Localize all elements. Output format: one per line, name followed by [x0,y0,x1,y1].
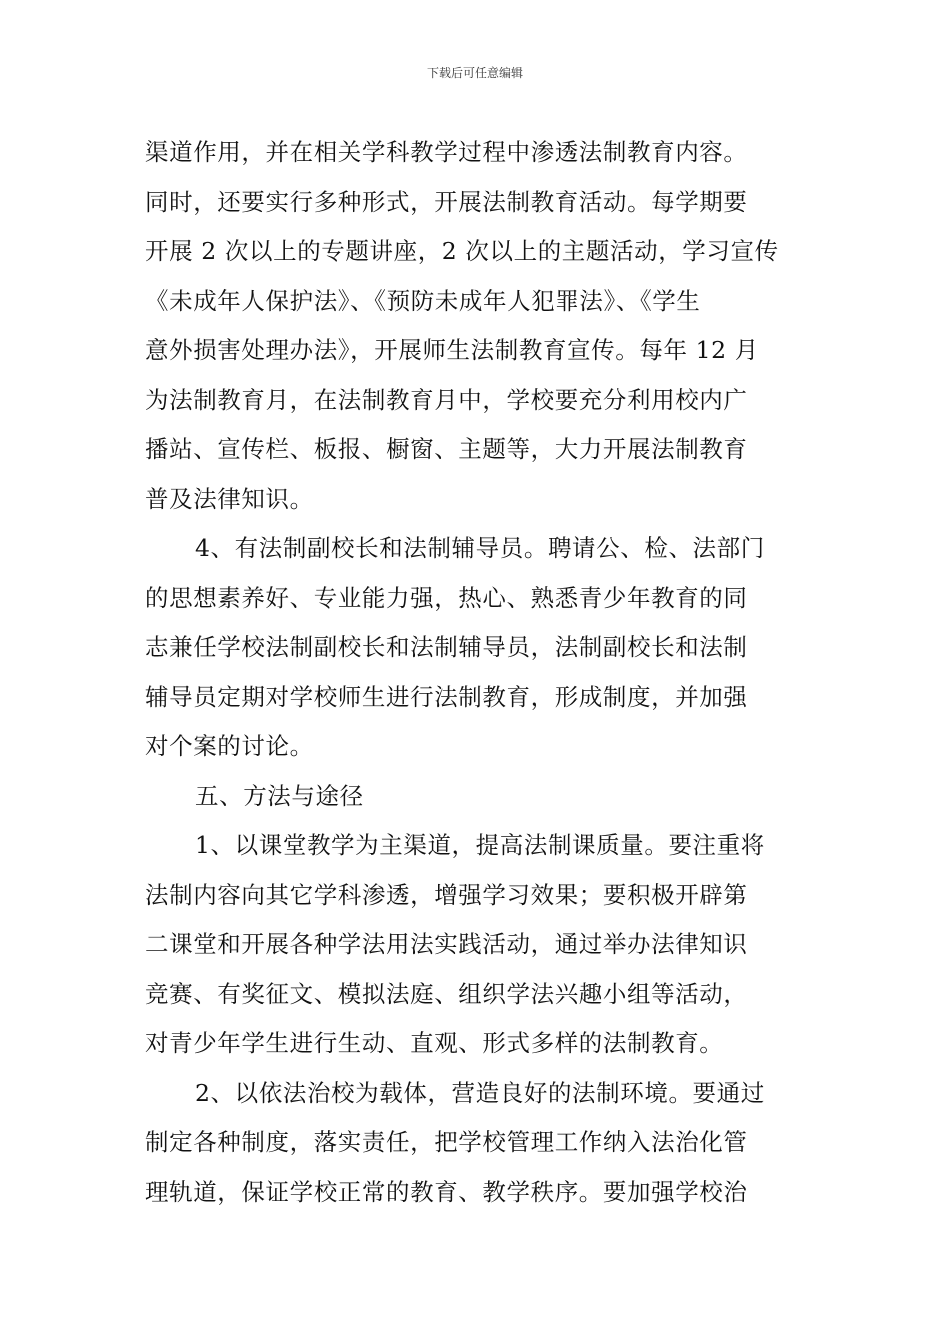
text-line: 普及法律知识。 [145,484,314,513]
text-line: 播站、宣传栏、板报、橱窗、主题等，大力开展法制教育 [145,435,748,463]
text-line: 辅导员定期对学校师生进行法制教育，形成制度，并加强 [145,682,748,711]
text-line: 的思想素养好、专业能力强，热心、熟悉青少年教育的同 [145,583,748,612]
paragraph-start-line: 4、有法制副校长和法制辅导员。聘请公、检、法部门 [195,534,765,562]
paragraph-start-line: 1、以课堂教学为主渠道，提高法制课质量。要注重将 [195,831,765,859]
paragraph-start-line: 2、以依法治校为载体，营造良好的法制环境。要通过 [195,1078,765,1107]
text-line: 开展 2 次以上的专题讲座，2 次以上的主题活动，学习宣传 [145,237,779,265]
text-line: 意外损害处理办法》，开展师生法制教育宣传。每年 12 月 [145,336,759,364]
text-line: 法制内容向其它学科渗透，增强学习效果；要积极开辟第 [145,880,748,909]
text-line: 渠道作用，并在相关学科教学过程中渗透法制教育内容。 [145,138,748,166]
text-line: 志兼任学校法制副校长和法制辅导员，法制副校长和法制 [145,633,748,661]
section-heading: 五、方法与途径 [195,781,364,810]
text-line: 同时，还要实行多种形式，开展法制教育活动。每学期要 [145,187,748,216]
page-header: 下载后可任意编辑 [426,66,523,80]
text-line: 理轨道，保证学校正常的教育、教学秩序。要加强学校治 [145,1177,748,1206]
text-line: 为法制教育月，在法制教育月中，学校要充分利用校内广 [145,385,748,414]
text-line: 制定各种制度，落实责任，把学校管理工作纳入法治化管 [145,1128,748,1156]
text-line: 《未成年人保护法》、《预防未成年人犯罪法》、《学生 [145,286,701,315]
text-line: 对青少年学生进行生动、直观、形式多样的法制教育。 [145,1029,724,1057]
text-line: 对个案的讨论。 [145,732,314,760]
document-body [145,128,807,1217]
text-line: 竞赛、有奖征文、模拟法庭、组织学法兴趣小组等活动， [145,979,748,1008]
text-line: 二课堂和开展各种学法用法实践活动，通过举办法律知识 [145,930,748,958]
